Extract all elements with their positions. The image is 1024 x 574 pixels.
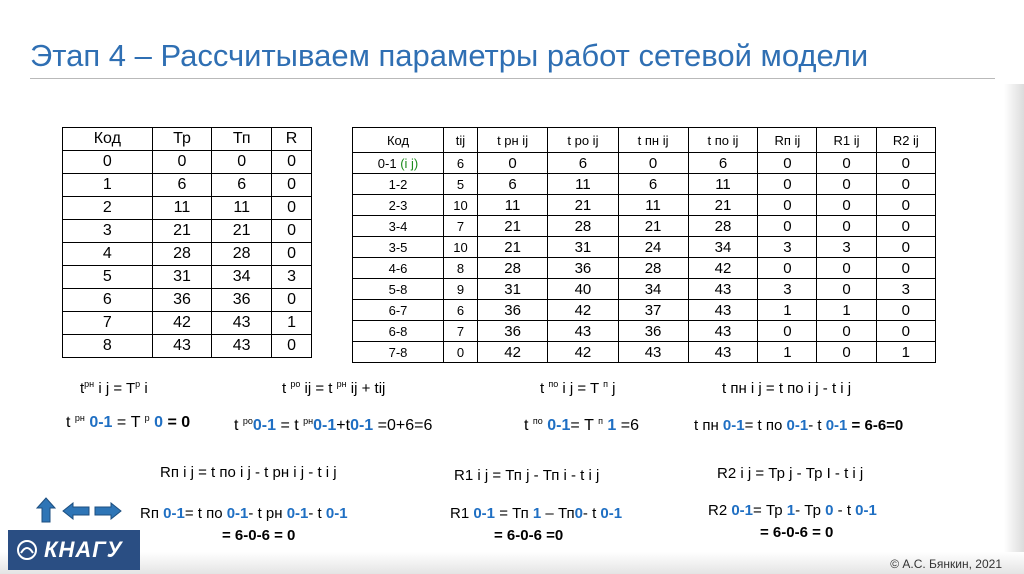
nav-up-button[interactable] (36, 497, 56, 528)
table-cell: 10 (444, 237, 478, 258)
column-header: tij (444, 128, 478, 153)
table-cell: 0 (152, 151, 212, 174)
table-cell: 11 (688, 174, 758, 195)
formula-t-rn-example: t $^{рн}$ 0-1 = T $^р$ 0 = 0 (66, 413, 191, 431)
table-cell: 1-2 (353, 174, 444, 195)
table-cell: 3 (876, 279, 935, 300)
table-cell: 34 (618, 279, 688, 300)
table-row (353, 195, 936, 216)
table-cell: 36 (477, 300, 547, 321)
table-cell: 6 (63, 289, 153, 312)
table-cell: 43 (212, 312, 272, 335)
formula-rp-general: Rп i j = t по i j - t рн i j - t i j (160, 464, 337, 481)
table-cell: 0 (876, 258, 935, 279)
table-cell: 7 (63, 312, 153, 335)
table-cell: 2 (63, 197, 153, 220)
table-cell: 0 (876, 153, 935, 174)
table-cell: 0 (758, 153, 817, 174)
table-cell: 42 (152, 312, 212, 335)
table-cell: 11 (477, 195, 547, 216)
table-cell: 6 (688, 153, 758, 174)
table-cell: 28 (152, 243, 212, 266)
table-cell: 28 (212, 243, 272, 266)
formula-r2-example: R2 0-1= Тр 1- Тр 0 - t 0-1 (708, 502, 877, 519)
formula-t-pn-general: t пн i j = t по i j - t i j (722, 380, 852, 397)
table-cell: 0 (817, 216, 876, 237)
table-cell: 43 (688, 342, 758, 363)
works-table (352, 127, 936, 363)
table-row (63, 151, 312, 174)
table-row (353, 300, 936, 321)
formula-r2-result: = 6-0-6 = 0 (760, 524, 834, 541)
table-cell: 7-8 (353, 342, 444, 363)
table-cell: 3-4 (353, 216, 444, 237)
table-cell: 43 (688, 300, 758, 321)
table-row (63, 197, 312, 220)
table-row (63, 266, 312, 289)
table-cell: 1 (817, 300, 876, 321)
formula-t-po-example: t $^{по}$ 0-1= T $^п$ 1 =6 (524, 416, 639, 434)
formula-t-rn-general: $t^{рн}$ i $j = T^р$ i (80, 379, 148, 397)
table-cell: 43 (688, 279, 758, 300)
table-cell: 36 (152, 289, 212, 312)
table-cell: 0 (876, 237, 935, 258)
table-cell: 11 (212, 197, 272, 220)
formula-t-ro-example: t $^{ро}$0-1 = t $^{рн}$0-1+t0-1 =0+6=6 (234, 416, 433, 434)
work-code: 0-1 (377, 155, 397, 171)
table-cell: 0 (817, 279, 876, 300)
table-cell: 43 (212, 335, 272, 358)
table-row (353, 174, 936, 195)
table-cell: 0 (477, 153, 547, 174)
table-cell (353, 153, 444, 174)
table-cell: 0 (272, 335, 312, 358)
table-cell: 0 (444, 342, 478, 363)
table-cell: 0 (63, 151, 153, 174)
table-cell: 0 (272, 197, 312, 220)
table-cell: 11 (152, 197, 212, 220)
table-row (63, 220, 312, 243)
column-header: t по ij (688, 128, 758, 153)
table-cell: 36 (618, 321, 688, 342)
column-header: Код (353, 128, 444, 153)
table-cell: 3 (272, 266, 312, 289)
column-header: t пн ij (618, 128, 688, 153)
column-header: Тп (212, 128, 272, 151)
work-code-note: (i j) (400, 155, 419, 171)
table-cell: 0 (876, 300, 935, 321)
table-cell: 6 (444, 300, 478, 321)
table-cell: 0 (272, 151, 312, 174)
table-cell: 3 (758, 237, 817, 258)
table-cell: 6 (444, 153, 478, 174)
table-cell: 5 (444, 174, 478, 195)
table-cell: 1 (272, 312, 312, 335)
table-cell: 4 (63, 243, 153, 266)
table-cell: 42 (477, 342, 547, 363)
table-cell: 0 (876, 174, 935, 195)
table-cell: 31 (152, 266, 212, 289)
column-header: R1 ij (817, 128, 876, 153)
arrow-left-icon (62, 502, 90, 520)
table-cell: 0 (876, 216, 935, 237)
table-cell: 43 (548, 321, 618, 342)
table-cell: 0 (817, 321, 876, 342)
table-row (353, 321, 936, 342)
table-cell: 3-5 (353, 237, 444, 258)
table-cell: 36 (477, 321, 547, 342)
formula-r1-general: R1 i j = Тп j - Тп i - t i j (454, 467, 600, 484)
table-cell: 9 (444, 279, 478, 300)
table-cell: 6 (152, 174, 212, 197)
footer-band (0, 552, 1024, 574)
table-cell: 6 (548, 153, 618, 174)
table-row (353, 342, 936, 363)
table-cell: 1 (63, 174, 153, 197)
table-cell: 4-6 (353, 258, 444, 279)
table-cell: 21 (152, 220, 212, 243)
table-cell: 11 (618, 195, 688, 216)
table-cell: 6-8 (353, 321, 444, 342)
table-cell: 1 (758, 300, 817, 321)
table-cell: 0 (272, 289, 312, 312)
table-cell: 0 (618, 153, 688, 174)
table-row (353, 237, 936, 258)
column-header: Код (63, 128, 153, 151)
table-cell: 6 (477, 174, 547, 195)
table-row (63, 243, 312, 266)
table-cell: 0 (758, 174, 817, 195)
formula-r2-general: R2 i j = Тр j - Тр I - t i j (717, 465, 864, 482)
table-cell: 10 (444, 195, 478, 216)
table-row (63, 335, 312, 358)
column-header: R (272, 128, 312, 151)
table-cell: 0 (817, 153, 876, 174)
column-header: R2 ij (876, 128, 935, 153)
table-cell: 6 (212, 174, 272, 197)
table-cell: 21 (618, 216, 688, 237)
arrow-up-icon (36, 497, 56, 523)
table-cell: 21 (212, 220, 272, 243)
table-cell: 8 (444, 258, 478, 279)
formula-r1-result: = 6-0-6 =0 (494, 527, 564, 544)
side-decoration (1004, 84, 1024, 574)
table-cell: 7 (444, 321, 478, 342)
table-cell: 0 (212, 151, 272, 174)
table-cell: 21 (477, 216, 547, 237)
title-divider (30, 78, 995, 79)
column-header: t ро ij (548, 128, 618, 153)
table-cell: 34 (212, 266, 272, 289)
table-cell: 0 (272, 243, 312, 266)
events-table (62, 127, 312, 358)
table-cell: 42 (688, 258, 758, 279)
table-cell: 7 (444, 216, 478, 237)
column-header: t рн ij (477, 128, 547, 153)
university-logo (8, 530, 140, 570)
table-cell: 3 (758, 279, 817, 300)
formula-t-pn-example: t пн 0-1= t по 0-1- t 0-1 = 6-6=0 (694, 417, 904, 434)
table-cell: 43 (152, 335, 212, 358)
table-cell: 0 (758, 321, 817, 342)
arrow-right-icon (94, 502, 122, 520)
table-cell: 28 (548, 216, 618, 237)
table-cell: 2-3 (353, 195, 444, 216)
column-header: Rп ij (758, 128, 817, 153)
table-cell: 0 (817, 342, 876, 363)
table-cell: 21 (688, 195, 758, 216)
table-cell: 11 (548, 174, 618, 195)
table-header-row (63, 128, 312, 151)
table-cell: 42 (548, 300, 618, 321)
table-cell: 5 (63, 266, 153, 289)
table-cell: 28 (688, 216, 758, 237)
table-cell: 0 (758, 216, 817, 237)
table-row (353, 153, 936, 174)
table-cell: 6-7 (353, 300, 444, 321)
table-row (63, 289, 312, 312)
table-cell: 0 (272, 174, 312, 197)
table-cell: 3 (63, 220, 153, 243)
logo-emblem-icon (16, 539, 38, 561)
table-cell: 1 (876, 342, 935, 363)
nav-next-button[interactable] (94, 502, 122, 525)
table-cell: 0 (876, 321, 935, 342)
table-cell: 28 (477, 258, 547, 279)
table-cell: 31 (477, 279, 547, 300)
formula-rp-example: Rп 0-1= t по 0-1- t рн 0-1- t 0-1 (140, 505, 348, 522)
table-cell: 42 (548, 342, 618, 363)
table-cell: 36 (548, 258, 618, 279)
table-header-row (353, 128, 936, 153)
table-cell: 0 (758, 195, 817, 216)
table-cell: 8 (63, 335, 153, 358)
table-cell: 28 (618, 258, 688, 279)
table-cell: 0 (876, 195, 935, 216)
column-header: Тр (152, 128, 212, 151)
table-cell: 0 (817, 258, 876, 279)
table-cell: 0 (272, 220, 312, 243)
table-row (353, 258, 936, 279)
table-cell: 24 (618, 237, 688, 258)
table-cell: 34 (688, 237, 758, 258)
formula-rp-result: = 6-0-6 = 0 (222, 527, 296, 544)
formula-t-ro-general: t $^{ро}$ ij = t $^{рн}$ ij + tij (282, 379, 386, 397)
table-cell: 3 (817, 237, 876, 258)
table-row (353, 216, 936, 237)
formula-r1-example: R1 0-1 = Тп 1 – Тп0- t 0-1 (450, 505, 623, 522)
table-cell: 36 (212, 289, 272, 312)
table-row (63, 312, 312, 335)
table-cell: 21 (477, 237, 547, 258)
table-row (353, 279, 936, 300)
table-cell: 31 (548, 237, 618, 258)
table-cell: 43 (618, 342, 688, 363)
table-cell: 40 (548, 279, 618, 300)
logo-text: КНАГУ (44, 537, 123, 562)
nav-prev-button[interactable] (62, 502, 90, 525)
table-cell: 37 (618, 300, 688, 321)
table-cell: 0 (817, 195, 876, 216)
table-cell: 1 (758, 342, 817, 363)
table-cell: 0 (758, 258, 817, 279)
table-cell: 43 (688, 321, 758, 342)
table-cell: 6 (618, 174, 688, 195)
table-cell: 0 (817, 174, 876, 195)
table-cell: 5-8 (353, 279, 444, 300)
table-cell: 21 (548, 195, 618, 216)
formula-t-po-general: t $^{по}$ i j = T $^п$ j (540, 379, 616, 397)
copyright-text: © А.С. Бянкин, 2021 (890, 557, 1002, 571)
table-row (63, 174, 312, 197)
page-title: Этап 4 – Рассчитываем параметры работ сетевой модели (30, 38, 869, 73)
